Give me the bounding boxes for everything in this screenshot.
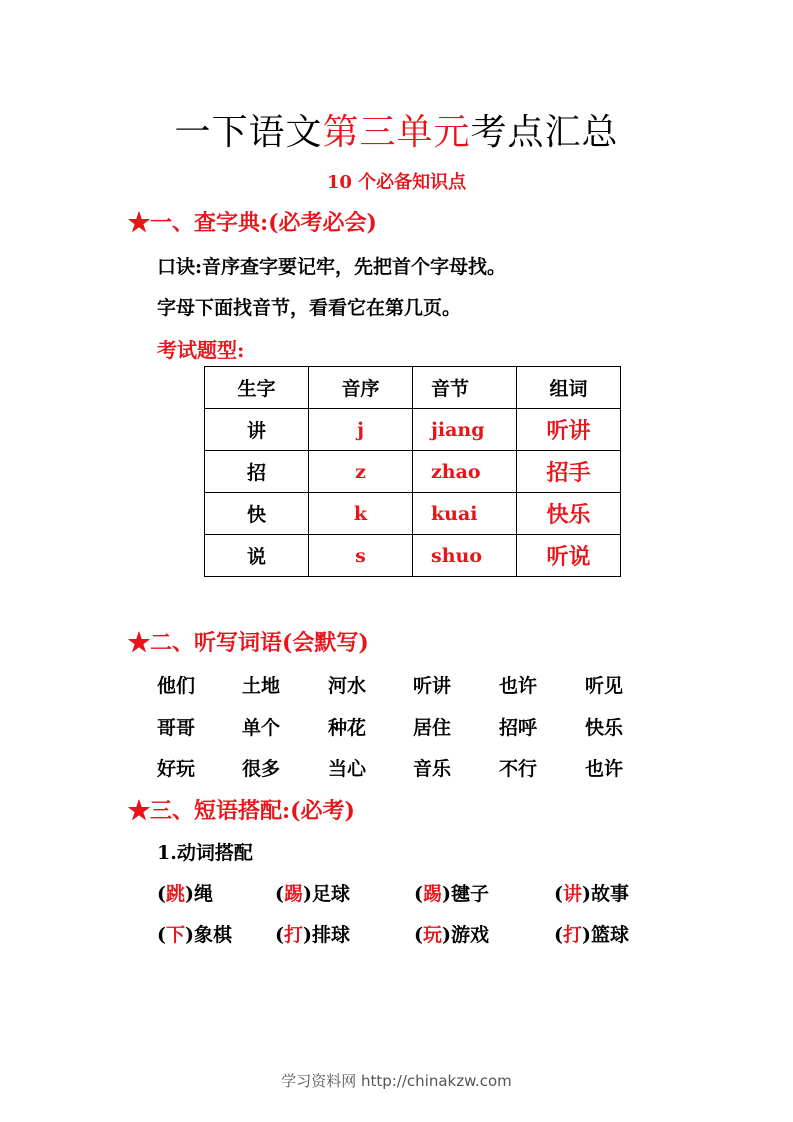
phrase-item: [275, 920, 350, 947]
table-header-cell: 音序: [309, 367, 413, 409]
initial-cell: k: [309, 493, 413, 535]
phrase-verb: 打: [284, 924, 304, 946]
initial-cell: z: [309, 451, 413, 493]
phrase-item: [554, 879, 629, 906]
phrase-verb: 打: [563, 924, 583, 946]
word-cell: 招手: [517, 451, 621, 493]
dictation-word: 快乐: [585, 717, 624, 739]
phrase-item: [414, 879, 489, 906]
word-cell: 听讲: [517, 409, 621, 451]
dictation-word: 单个: [242, 717, 281, 739]
word-cell: 听说: [517, 535, 621, 577]
initial-cell: j: [309, 409, 413, 451]
dictation-word: 很多: [242, 758, 281, 780]
open-paren: (: [275, 883, 284, 905]
table-header-cell: 组词: [517, 367, 621, 409]
section-2-heading: ★二、听写词语(会默写): [128, 630, 369, 656]
mnemonic-line-1: 口诀:音序查字要记牢，先把首个字母找。: [157, 256, 507, 278]
phrase-verb: 踢: [423, 883, 443, 905]
table-row: [205, 535, 621, 577]
phrase-item: [554, 920, 629, 947]
close-paren: ): [185, 883, 195, 905]
dictation-word: 河水: [328, 675, 367, 697]
initial-cell: s: [309, 535, 413, 577]
section-1-heading: ★一、查字典:(必考必会): [128, 210, 377, 236]
close-paren: ): [303, 924, 313, 946]
title-part-2: 第三单元: [322, 112, 471, 153]
phrase-noun: 象棋: [194, 924, 233, 946]
table-header-row: [205, 367, 621, 409]
phrase-verb: 踢: [284, 883, 304, 905]
table-row: [205, 493, 621, 535]
phrase-noun: 足球: [312, 883, 351, 905]
open-paren: (: [157, 924, 166, 946]
syllable-cell: shuo: [413, 535, 517, 577]
phrase-noun: 绳: [194, 883, 214, 905]
phrase-verb: 玩: [423, 924, 443, 946]
exam-type-label: 考试题型:: [157, 338, 245, 362]
footer-watermark: 学习资料网 http://chinakzw.com: [281, 1072, 512, 1090]
phrase-verb: 下: [166, 924, 186, 946]
open-paren: (: [157, 883, 166, 905]
close-paren: ): [442, 883, 452, 905]
character-cell: 快: [205, 493, 309, 535]
open-paren: (: [554, 924, 563, 946]
dictation-word: 当心: [328, 758, 367, 780]
dictation-word: 好玩: [157, 758, 196, 780]
dictation-word: 居住: [413, 717, 452, 739]
verb-collocation-subheading: 1.动词搭配: [157, 842, 253, 864]
syllable-cell: kuai: [413, 493, 517, 535]
open-paren: (: [554, 883, 563, 905]
phrase-noun: 故事: [591, 883, 630, 905]
page-subtitle: 10 个必备知识点: [326, 172, 467, 193]
phrase-noun: 毽子: [451, 883, 490, 905]
dictation-word: 不行: [499, 758, 538, 780]
table-header-cell: 音节: [413, 367, 517, 409]
close-paren: ): [303, 883, 313, 905]
phrase-verb: 跳: [166, 883, 186, 905]
dictation-word: 招呼: [499, 717, 538, 739]
dictionary-table: [204, 366, 621, 577]
close-paren: ): [185, 924, 195, 946]
phrase-noun: 篮球: [591, 924, 630, 946]
phrase-verb: 讲: [563, 883, 583, 905]
dictation-word: 也许: [585, 758, 624, 780]
phrase-item: [275, 879, 350, 906]
dictation-word: 也许: [499, 675, 538, 697]
dictation-word: 哥哥: [157, 717, 196, 739]
open-paren: (: [414, 883, 423, 905]
table-header-cell: 生字: [205, 367, 309, 409]
character-cell: 讲: [205, 409, 309, 451]
phrase-item: [414, 920, 489, 947]
syllable-cell: zhao: [413, 451, 517, 493]
syllable-cell: jiang: [413, 409, 517, 451]
mnemonic-line-2: 字母下面找音节，看看它在第几页。: [157, 297, 462, 319]
word-cell: 快乐: [517, 493, 621, 535]
close-paren: ): [582, 883, 592, 905]
open-paren: (: [275, 924, 284, 946]
character-cell: 招: [205, 451, 309, 493]
dictation-word: 音乐: [413, 758, 452, 780]
phrase-item: [157, 920, 232, 947]
close-paren: ): [582, 924, 592, 946]
dictation-word: 土地: [242, 675, 281, 697]
phrase-item: [157, 879, 213, 906]
open-paren: (: [414, 924, 423, 946]
close-paren: ): [442, 924, 452, 946]
phrase-noun: 排球: [312, 924, 351, 946]
section-3-heading: ★三、短语搭配:(必考): [128, 798, 355, 824]
dictation-word: 他们: [157, 675, 196, 697]
dictation-word: 种花: [328, 717, 367, 739]
table-row: [205, 451, 621, 493]
title-part-1: 一下语文: [174, 112, 323, 153]
dictation-word: 听讲: [413, 675, 452, 697]
table-row: [205, 409, 621, 451]
title-part-3: 考点汇总: [470, 112, 619, 153]
character-cell: 说: [205, 535, 309, 577]
dictation-word: 听见: [585, 675, 624, 697]
phrase-noun: 游戏: [451, 924, 490, 946]
page-title: [0, 104, 793, 155]
